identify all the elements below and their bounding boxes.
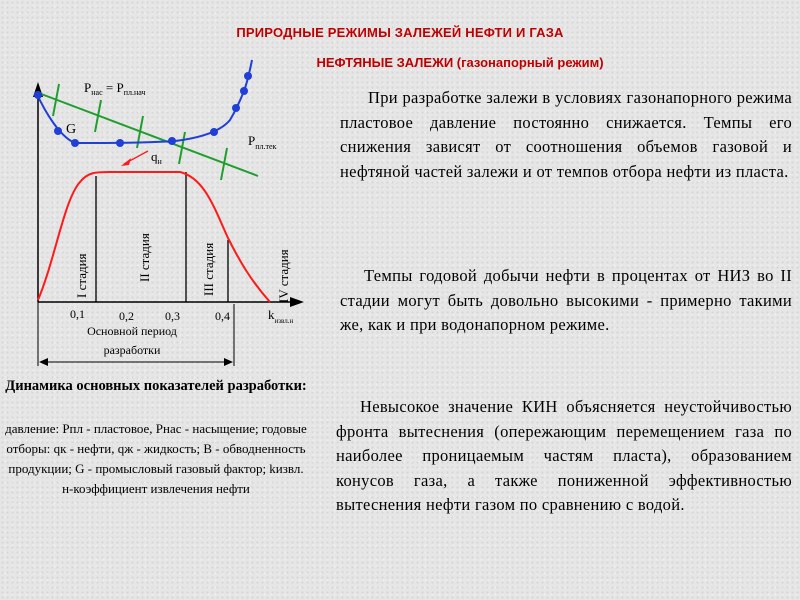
stage-label-2: II стадия bbox=[137, 233, 152, 282]
x-axis-arrow bbox=[290, 297, 304, 307]
x-axis-label: $k_{извл.н}$ bbox=[268, 307, 294, 325]
caption-title: Динамика основных показателей разработки: bbox=[5, 378, 307, 394]
oil-rate-label: $q_н$ bbox=[151, 149, 162, 166]
gas-factor-point bbox=[210, 128, 218, 136]
gas-factor-point bbox=[34, 91, 42, 99]
gas-factor-point bbox=[244, 72, 252, 80]
gas-factor-point bbox=[71, 139, 79, 147]
current-pressure-label: $P_{пл.тек}$ bbox=[248, 133, 277, 151]
gas-factor-point bbox=[168, 137, 176, 145]
x-tick-label: 0,2 bbox=[119, 309, 134, 323]
x-tick-label: 0,3 bbox=[165, 309, 180, 323]
gas-factor-label: G bbox=[66, 122, 77, 137]
x-tick-label: 0,4 bbox=[215, 309, 230, 323]
paragraph-recovery-factor: Невысокое значение КИН объясняется неустойчивостью фронта вытеснения (опережающим перемещением газа по наиболее проницаемым частям пласта), образованием конусов газа, а также пониженной эффективностью вытеснения нефти газом по сравнению с водой. bbox=[336, 397, 792, 514]
period-label-line2: разработки bbox=[103, 343, 161, 357]
period-label-line1: Основной период bbox=[87, 324, 177, 338]
page-title: ПРИРОДНЫЕ РЕЖИМЫ ЗАЛЕЖЕЙ НЕФТИ И ГАЗА bbox=[236, 25, 564, 40]
period-arrow-left bbox=[39, 358, 48, 366]
stage-label-4: IV стадия bbox=[276, 249, 291, 303]
gas-factor-point bbox=[240, 87, 248, 95]
paragraph-production-rate: Темпы годовой добычи нефти в процентах от НИЗ во II стадии могут быть довольно высокими - примерно такими же, как и при водонапорном режиме. bbox=[340, 266, 792, 334]
gas-factor-point bbox=[232, 104, 240, 112]
paragraph-pressure: При разработке залежи в условиях газонапорного режима пластовое давление постоянно снижается. Темпы его снижения зависят от соотношения объемов газовой и нефтяной частей залежи и от темпов отбора нефти из пласта. bbox=[340, 88, 792, 181]
x-tick-label: 0,1 bbox=[70, 307, 85, 321]
gas-factor-point bbox=[54, 127, 62, 135]
caption-body: давление: Рпл - пластовое, Рнас - насыщение; годовые отборы: qк - нефти, qж - жидкость; В - обводненность продукции; G - промысловый газовый фактор; kизвл. н-коэффициент извлечения нефти bbox=[5, 421, 307, 496]
pressure-equality-label: $P_{нас} = P_{пл.нач}$ bbox=[84, 80, 146, 97]
section-subtitle: НЕФТЯНЫЕ ЗАЛЕЖИ (газонапорный режим) bbox=[316, 55, 604, 70]
stage-label-1: I стадия bbox=[74, 253, 89, 298]
current-pressure-ticks bbox=[53, 84, 227, 180]
oil-rate-pointer-head bbox=[121, 158, 131, 166]
oil-rate-curve bbox=[38, 172, 270, 302]
stage-label-3: III стадия bbox=[201, 242, 216, 296]
gas-factor-point bbox=[116, 139, 124, 147]
period-arrow-right bbox=[224, 358, 233, 366]
